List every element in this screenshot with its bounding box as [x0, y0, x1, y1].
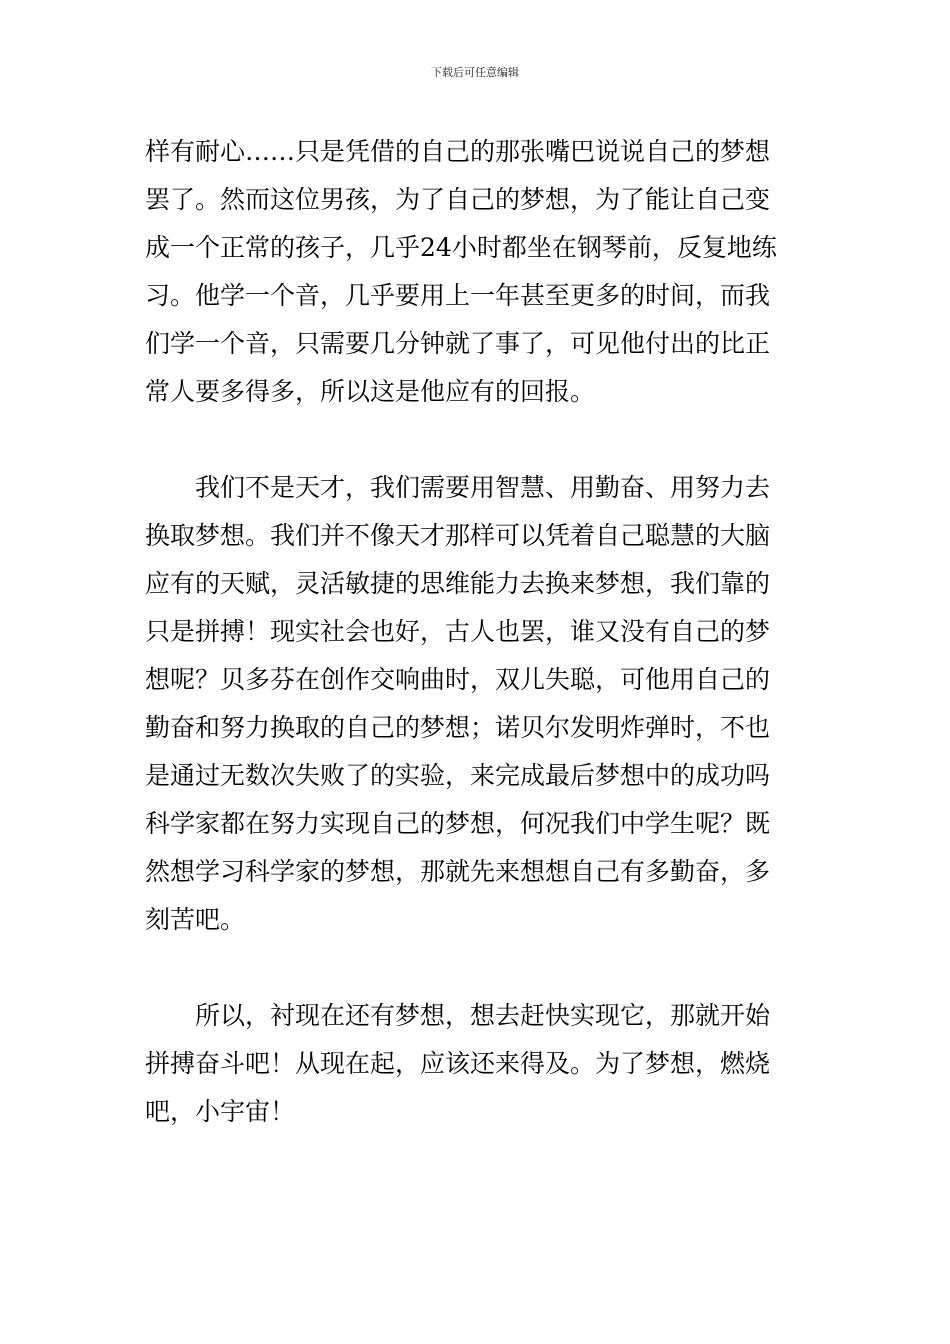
text-line: 习。他学一个音，几乎要用上一年甚至更多的时间，而我: [145, 281, 771, 310]
text-line: 我们不是天才，我们需要用智慧、用勤奋、用努力去: [145, 473, 771, 502]
text-line: 样有耐心……只是凭借的自己的那张嘴巴说说自己的梦想: [145, 137, 771, 166]
text-line: 想呢？贝多芬在创作交响曲时，双儿失聪，可他用自己的: [145, 665, 771, 694]
text-line: 刻苦吧。: [145, 905, 246, 934]
text-line: 是通过无数次失败了的实验，来完成最后梦想中的成功吗: [145, 761, 771, 790]
text-line: 常人要多得多，所以这是他应有的回报。: [145, 377, 596, 406]
document-body: [145, 128, 807, 1136]
text-line: 拼搏奋斗吧！从现在起，应该还来得及。为了梦想，燃烧: [145, 1049, 771, 1078]
paragraph-2: [145, 464, 807, 944]
text-line: 吧，小宇宙！: [145, 1097, 296, 1126]
paragraph-3: [145, 992, 807, 1136]
paragraph-gap: [145, 416, 807, 464]
text-line: 然想学习科学家的梦想，那就先来想想自己有多勤奋，多: [145, 857, 771, 886]
text-line: 所以，衬现在还有梦想，想去赶快实现它，那就开始: [145, 1001, 771, 1030]
paragraph-1: [145, 128, 807, 416]
text-line: 只是拼搏！现实社会也好，古人也罢，谁又没有自己的梦: [145, 617, 771, 646]
paragraph-gap: [145, 944, 807, 992]
text-line: 勤奋和努力换取的自己的梦想；诺贝尔发明炸弹时，不也: [145, 713, 771, 742]
text-line: 换取梦想。我们并不像天才那样可以凭着自己聪慧的大脑: [145, 521, 771, 550]
page-header: 下载后可任意编辑: [431, 66, 519, 79]
text-line: 成一个正常的孩子，几乎24小时都坐在钢琴前，反复地练: [145, 233, 777, 262]
text-line: 应有的天赋，灵活敏捷的思维能力去换来梦想，我们靠的: [145, 569, 771, 598]
text-line: 科学家都在努力实现自己的梦想，何况我们中学生呢？既: [145, 809, 771, 838]
text-line: 罢了。然而这位男孩，为了自己的梦想，为了能让自己变: [145, 185, 771, 214]
text-line: 们学一个音，只需要几分钟就了事了，可见他付出的比正: [145, 329, 771, 358]
